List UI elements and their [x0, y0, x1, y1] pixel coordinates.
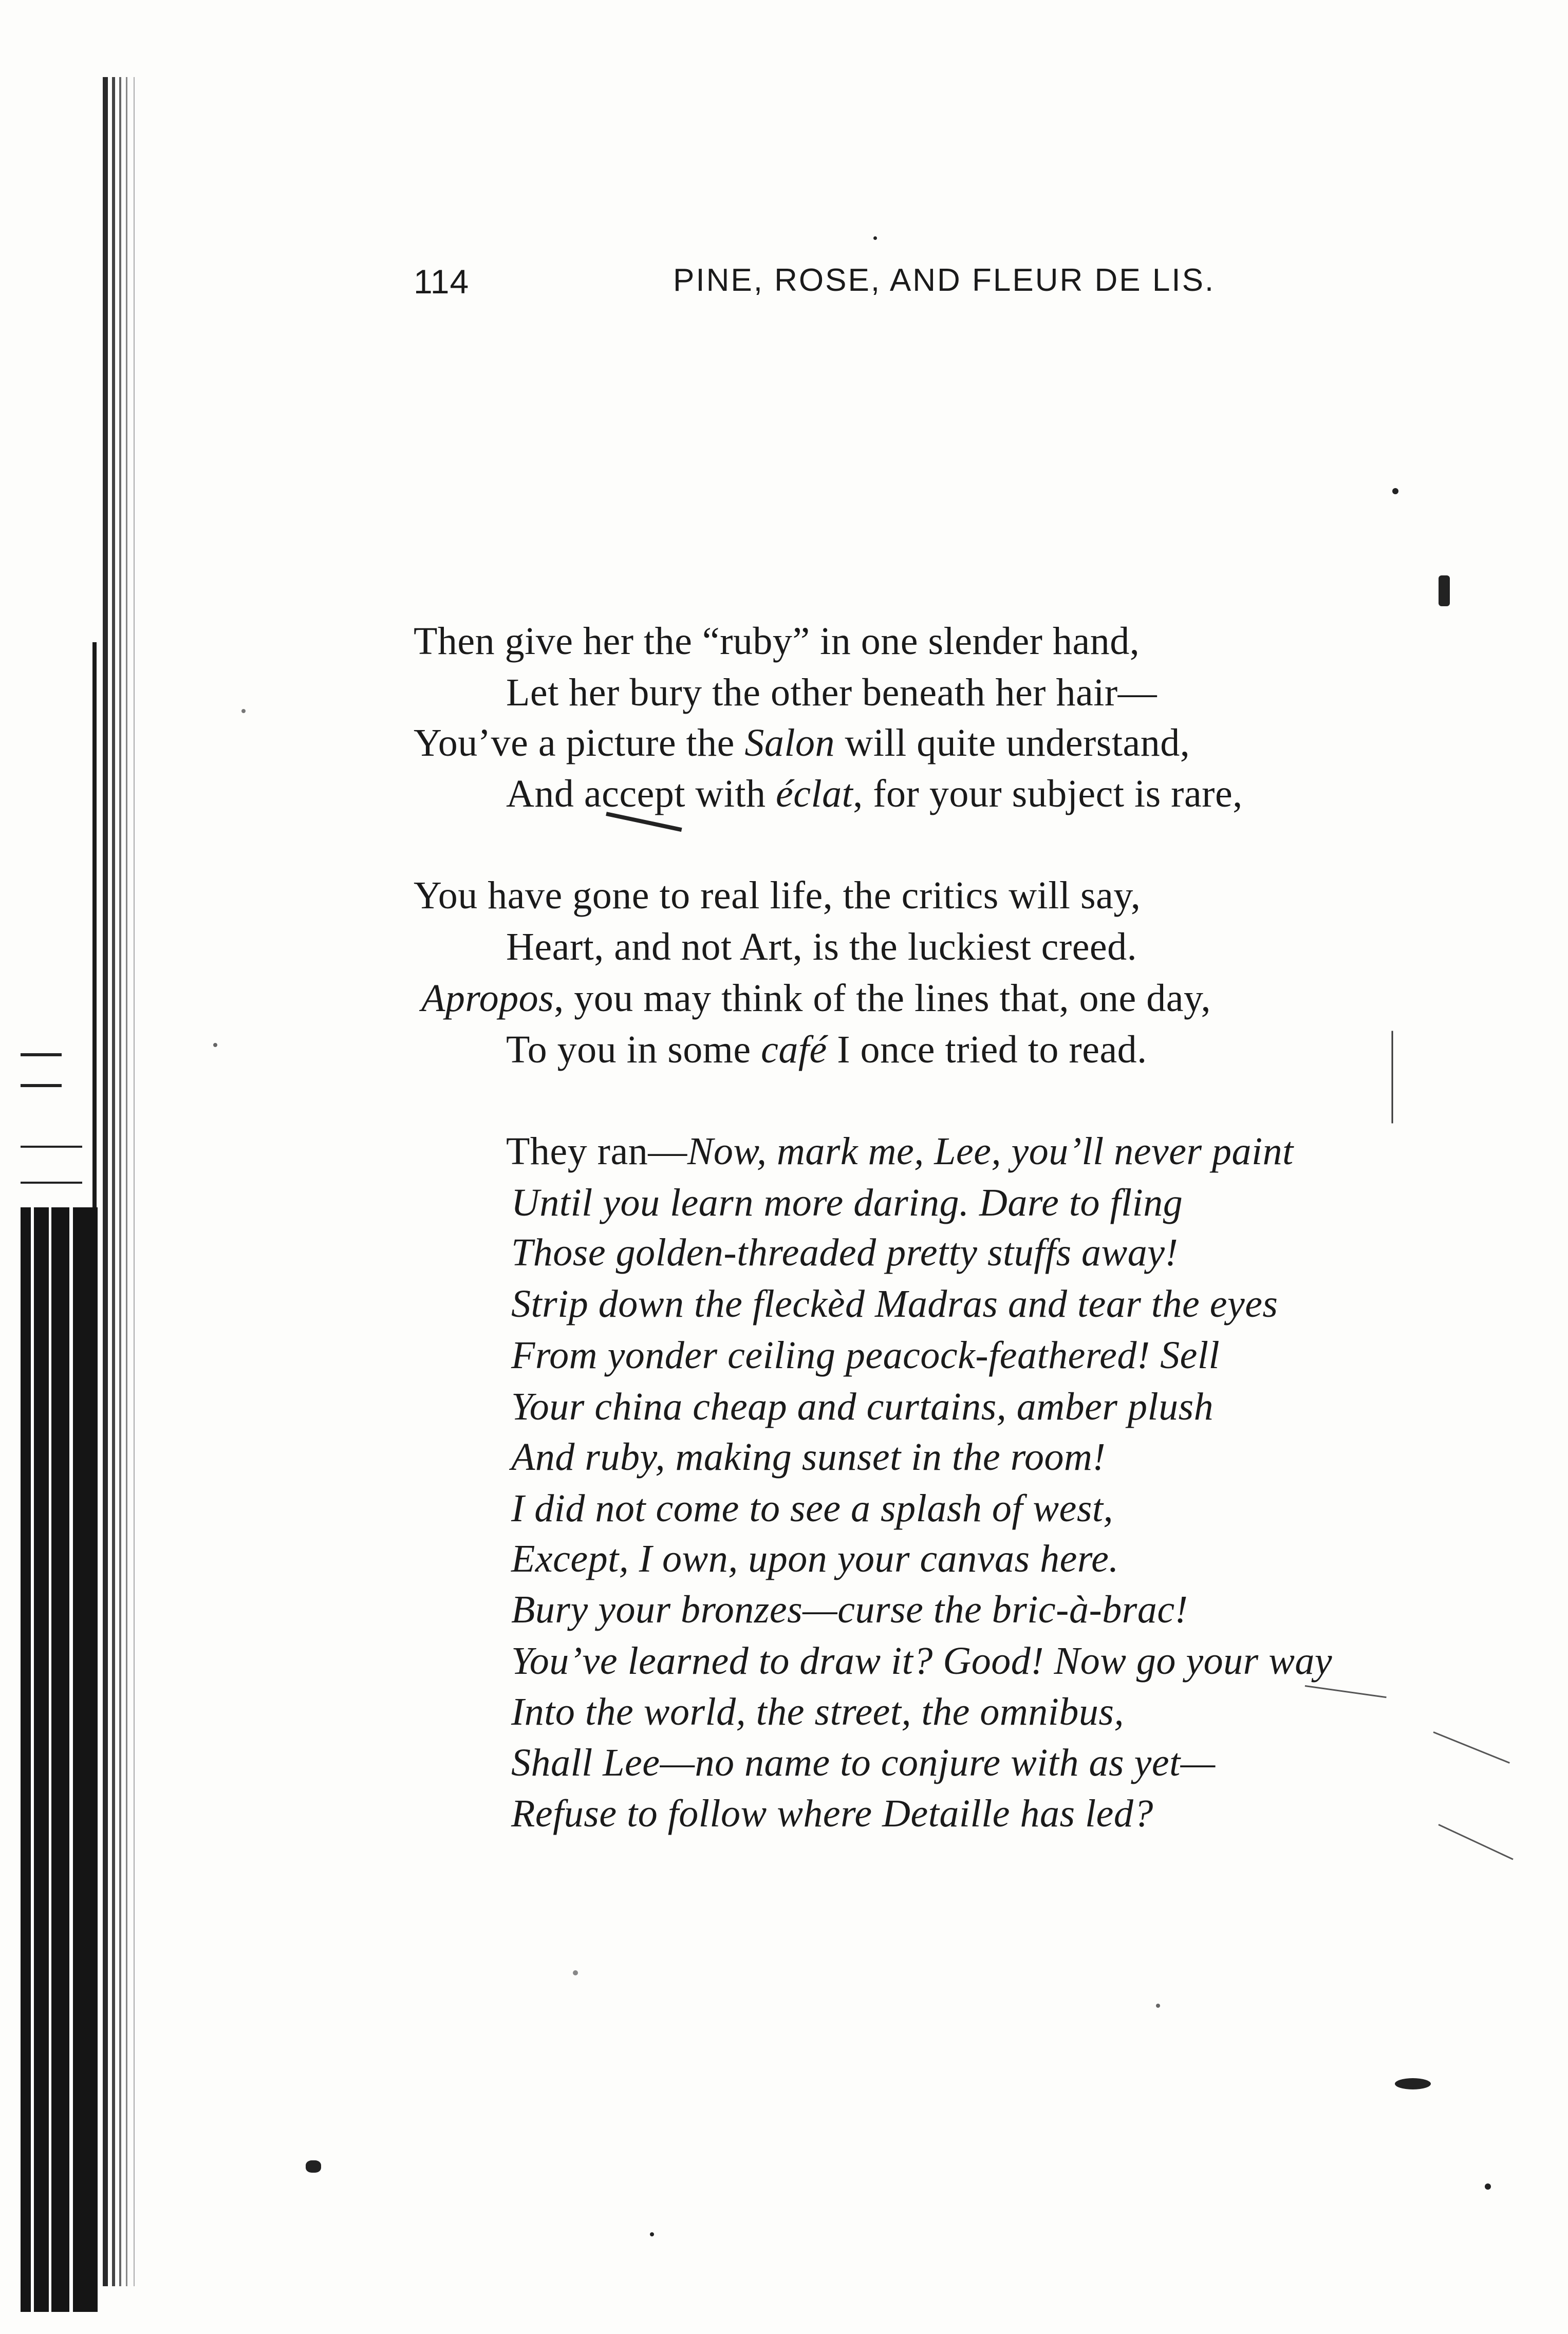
poem-line: And accept with éclat, for your subject is rare, — [506, 772, 1243, 815]
poem-line: From yonder ceiling peacock-feathered! Sell — [511, 1334, 1220, 1377]
poem-line: To you in some café I once tried to read. — [506, 1028, 1147, 1071]
poem-line: Refuse to follow where Detaille has led? — [511, 1792, 1153, 1835]
poem-line: Your china cheap and curtains, amber plush — [511, 1385, 1214, 1428]
scan-speck — [241, 709, 246, 713]
poem-line: Shall Lee—no name to conjure with as yet— — [511, 1741, 1216, 1784]
running-title: PINE, ROSE, AND FLEUR DE LIS. — [673, 263, 1216, 298]
poem-line: Heart, and not Art, is the luckiest creed. — [506, 925, 1137, 968]
scan-speck — [1392, 488, 1398, 494]
scan-speck — [1485, 2183, 1491, 2190]
poem-line: You’ve learned to draw it? Good! Now go your way — [511, 1639, 1333, 1683]
poem-line: Those golden-threaded pretty stuffs away! — [511, 1231, 1179, 1274]
pencil-mark — [1392, 1031, 1393, 1124]
scan-speck — [1395, 2078, 1431, 2089]
scan-speck — [873, 236, 877, 240]
poem-line: I did not come to see a splash of west, — [511, 1487, 1114, 1530]
scan-speck — [213, 1043, 217, 1047]
poem-line: You’ve a picture the Salon will quite understand, — [414, 721, 1190, 764]
scan-speck — [650, 2232, 654, 2236]
poem-line: Into the world, the street, the omnibus, — [511, 1690, 1124, 1733]
scan-speck — [1439, 575, 1450, 606]
poem-line: Apropos, you may think of the lines that, one day, — [421, 977, 1211, 1020]
poem-line: Then give her the “ruby” in one slender hand, — [414, 620, 1140, 663]
poem-line: You have gone to real life, the critics will say, — [414, 874, 1141, 917]
pencil-mark — [1305, 1685, 1387, 1698]
binding-edge-shadow — [21, 77, 164, 2286]
poem-line: They ran—Now, mark me, Lee, you’ll never paint — [506, 1130, 1294, 1173]
poem-line: Until you learn more daring. Dare to fling — [511, 1181, 1183, 1224]
poem-line: Bury your bronzes—curse the bric-à-brac! — [511, 1588, 1188, 1631]
scan-speck — [306, 2160, 321, 2173]
poem-line: Except, I own, upon your canvas here. — [511, 1537, 1119, 1580]
pencil-mark — [1438, 1824, 1513, 1860]
page-number: 114 — [414, 263, 470, 301]
scan-speck — [573, 1970, 578, 1975]
poem-line: Let her bury the other beneath her hair— — [506, 671, 1158, 714]
poem-line: Strip down the fleckèd Madras and tear the eyes — [511, 1282, 1278, 1325]
poem-line: And ruby, making sunset in the room! — [511, 1435, 1106, 1479]
page-header — [414, 262, 1287, 308]
pencil-mark — [1433, 1731, 1509, 1764]
scan-speck — [1156, 2004, 1160, 2008]
